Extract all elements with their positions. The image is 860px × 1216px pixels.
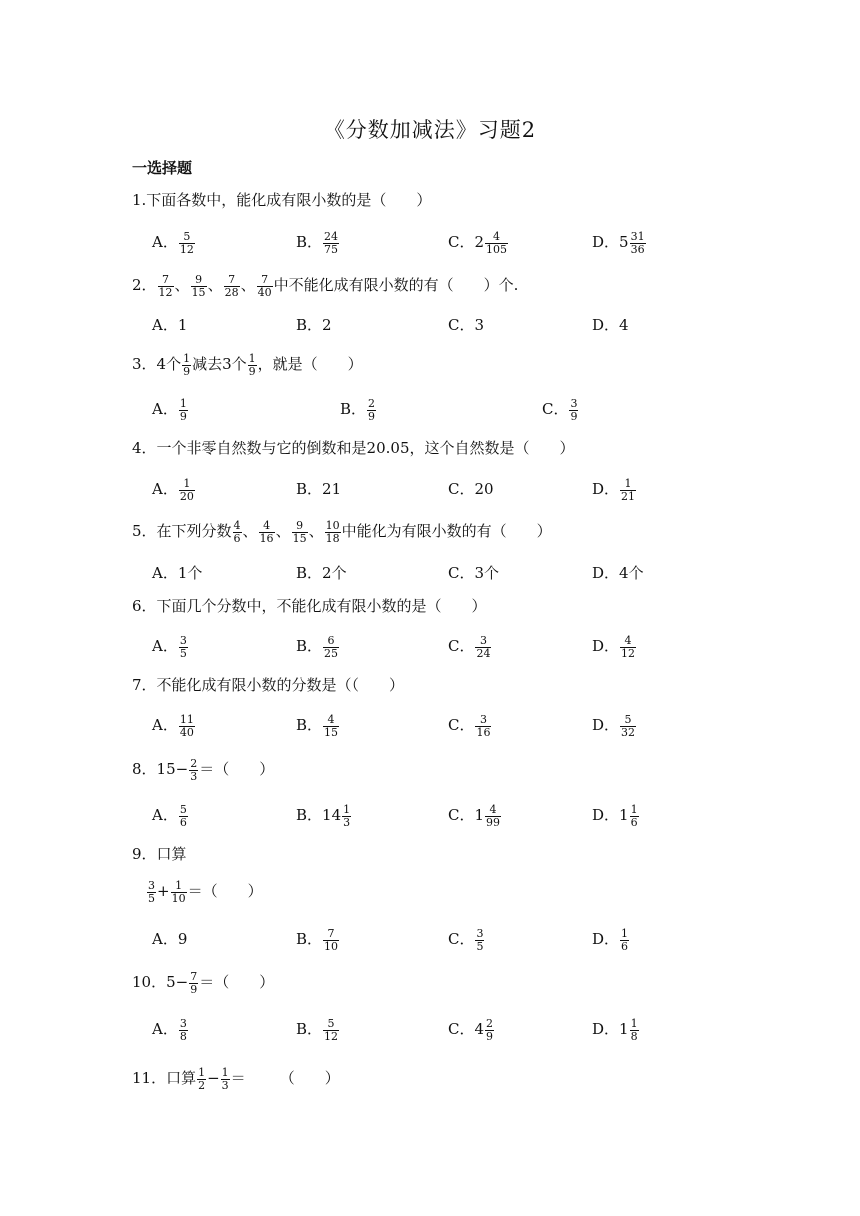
q6-option-d[interactable]: D． $\frac{4}{12}$ (592, 633, 636, 660)
question-2: 2． $\frac{7}{12}$ 、 $\frac{9}{15}$ 、 $\frac{7}{28}$ 、 $\frac{7}{40}$ 中不能化成有限小数的有（ ）个. (132, 272, 519, 299)
q4-option-b[interactable]: B．21 (296, 480, 342, 498)
q1-option-a[interactable]: A． $\frac{5}{12}$ (152, 229, 194, 256)
q4-option-c[interactable]: C．20 (448, 480, 494, 498)
q2-option-c[interactable]: C．3 (448, 316, 485, 334)
question-10: 10．5− $\frac{7}{9}$ ＝（ ） (132, 969, 275, 996)
q9-option-a[interactable]: A．9 (152, 930, 188, 948)
q10-option-b[interactable]: B． $\frac{5}{12}$ (296, 1016, 339, 1043)
q7-option-a[interactable]: A． $\frac{11}{40}$ (152, 712, 194, 739)
q6-option-a[interactable]: A． $\frac{3}{5}$ (152, 633, 187, 660)
q2-option-b[interactable]: B．2 (296, 316, 332, 334)
question-3: 3．4个 $\frac{1}{9}$ 减去3个 $\frac{1}{9}$ ，就是（ ） (132, 351, 363, 378)
fraction: $\frac{31}{36}$ (630, 229, 645, 256)
q5-option-b[interactable]: B．2个 (296, 564, 347, 582)
q2-option-a[interactable]: A．1 (152, 316, 188, 334)
q3-option-a[interactable]: A． $\frac{1}{9}$ (152, 396, 187, 423)
q1-option-d[interactable]: D．5 $\frac{31}{36}$ (592, 229, 645, 256)
fraction: $\frac{24}{75}$ (324, 229, 339, 256)
question-1: 1.下面各数中，能化成有限小数的是（ ） (132, 191, 432, 209)
q5-option-a[interactable]: A．1个 (152, 564, 203, 582)
q10-option-d[interactable]: D．1 $\frac{1}{8}$ (592, 1016, 638, 1043)
q8-option-d[interactable]: D．1 $\frac{1}{6}$ (592, 802, 638, 829)
q9-option-c[interactable]: C． $\frac{3}{5}$ (448, 926, 484, 953)
q4-option-d[interactable]: D． $\frac{1}{21}$ (592, 476, 636, 503)
fraction: $\frac{5}{12}$ (179, 229, 194, 256)
q10-option-c[interactable]: C．4 $\frac{2}{9}$ (448, 1016, 494, 1043)
q8-option-a[interactable]: A． $\frac{5}{6}$ (152, 802, 187, 829)
q7-option-b[interactable]: B． $\frac{4}{15}$ (296, 712, 339, 739)
question-4: 4．一个非零自然数与它的倒数和是20.05，这个自然数是（ ） (132, 439, 575, 457)
q6-option-c[interactable]: C． $\frac{3}{24}$ (448, 633, 491, 660)
q7-option-c[interactable]: C． $\frac{3}{16}$ (448, 712, 491, 739)
q9-expression: $\frac{3}{5}$ + $\frac{1}{10}$ ＝（ ） (148, 878, 263, 905)
q5-option-d[interactable]: D．4个 (592, 564, 644, 582)
question-7: 7．不能化成有限小数的分数是（（ ） (132, 676, 405, 694)
q1-option-b[interactable]: B． $\frac{24}{75}$ (296, 229, 339, 256)
q3-option-b[interactable]: B． $\frac{2}{9}$ (340, 396, 376, 423)
q1-option-c[interactable]: C．2 $\frac{4}{105}$ (448, 229, 508, 256)
q9-option-b[interactable]: B． $\frac{7}{10}$ (296, 926, 339, 953)
q5-option-c[interactable]: C．3个 (448, 564, 500, 582)
question-11: 11．口算 $\frac{1}{2}$ − $\frac{1}{3}$ ＝ （ ） (132, 1065, 340, 1092)
fraction: $\frac{4}{105}$ (486, 229, 508, 256)
q8-option-c[interactable]: C．1 $\frac{4}{99}$ (448, 802, 501, 829)
question-8: 8．15− $\frac{2}{3}$ ＝（ ） (132, 756, 275, 783)
q7-option-d[interactable]: D． $\frac{5}{32}$ (592, 712, 636, 739)
q4-option-a[interactable]: A． $\frac{1}{20}$ (152, 476, 194, 503)
section-heading: 一选择题 (132, 159, 193, 177)
question-6: 6．下面几个分数中，不能化成有限小数的是（ ） (132, 597, 487, 615)
q10-option-a[interactable]: A． $\frac{3}{8}$ (152, 1016, 187, 1043)
question-9: 9．口算 (132, 845, 187, 863)
q9-option-d[interactable]: D． $\frac{1}{6}$ (592, 926, 629, 953)
q3-option-c[interactable]: C． $\frac{3}{9}$ (542, 396, 578, 423)
question-5: 5．在下列分数 $\frac{4}{6}$ 、 $\frac{4}{16}$ 、 $\frac{9}{15}$ 、 $\frac{10}{18}$ 中能化为有限小数的有（ ） (132, 518, 552, 545)
q2-option-d[interactable]: D．4 (592, 316, 629, 334)
q8-option-b[interactable]: B．14 $\frac{1}{3}$ (296, 802, 351, 829)
q6-option-b[interactable]: B． $\frac{6}{25}$ (296, 633, 339, 660)
document-title: 《分数加减法》习题2 (323, 118, 537, 142)
